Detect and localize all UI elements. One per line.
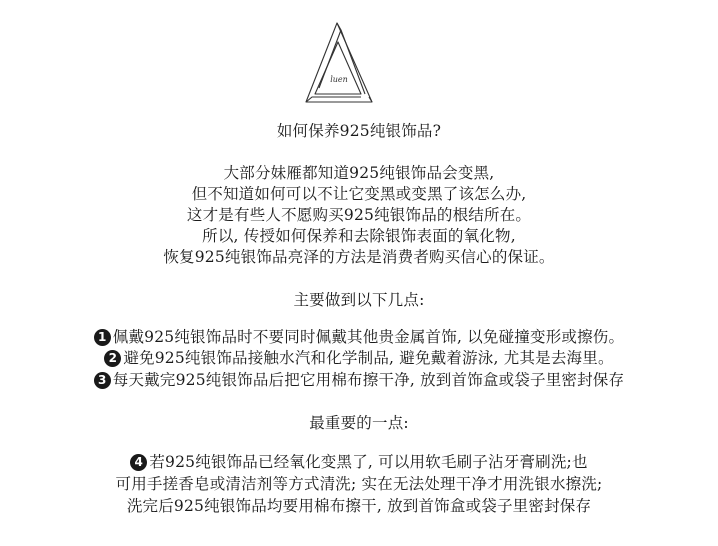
number-badge-4: 4 bbox=[130, 454, 147, 471]
important-line-1 bbox=[0, 452, 718, 472]
number-badge-1: 1 bbox=[94, 329, 111, 346]
intro-line-1: 大部分妹雁都知道925纯银饰品会变黑, bbox=[223, 164, 495, 182]
intro-line-3: 这才是有些人不愿购买925纯银饰品的根结所在。 bbox=[186, 206, 532, 224]
point-1-text: 佩戴925纯银饰品时不要同时佩戴其他贵金属首饰, 以免碰撞变形或擦伤。 bbox=[112, 328, 625, 346]
number-badge-2: 2 bbox=[104, 350, 121, 367]
penrose-triangle-icon bbox=[303, 20, 375, 106]
intro-line-4: 所以, 传授如何保养和去除银饰表面的氧化物, bbox=[202, 227, 516, 245]
title: 如何保养925纯银饰品? bbox=[276, 122, 442, 140]
point-2-text: 避免925纯银饰品接触水汽和化学制品, 避免戴着游泳, 尤其是去海里。 bbox=[123, 349, 614, 367]
important-title: 最重要的一点: bbox=[309, 414, 409, 432]
point-2 bbox=[0, 348, 718, 368]
intro-line-5: 恢复925纯银饰品亮泽的方法是消费者购买信心的保证。 bbox=[163, 248, 555, 266]
point-1 bbox=[0, 327, 718, 347]
number-badge-3: 3 bbox=[94, 372, 111, 389]
important-line-3: 洗完后925纯银饰品均要用棉布擦干, 放到首饰盒或袋子里密封保存 bbox=[126, 497, 592, 515]
important-line-1-text: 若925纯银饰品已经氧化变黑了, 可以用软毛刷子沾牙膏刷洗;也 bbox=[149, 453, 588, 471]
point-3 bbox=[0, 370, 718, 390]
logo-text: luen bbox=[330, 75, 348, 84]
point-3-text: 每天戴完925纯银饰品后把它用棉布擦干净, 放到首饰盒或袋子里密封保存 bbox=[112, 371, 625, 389]
important-line-2: 可用手搓香皂或清洁剂等方式清洗; 实在无法处理干净才用洗银水擦洗; bbox=[115, 475, 603, 493]
logo bbox=[303, 20, 375, 106]
subtitle: 主要做到以下几点: bbox=[293, 291, 425, 309]
intro-line-2: 但不知道如何可以不让它变黑或变黑了该怎么办, bbox=[191, 185, 527, 203]
